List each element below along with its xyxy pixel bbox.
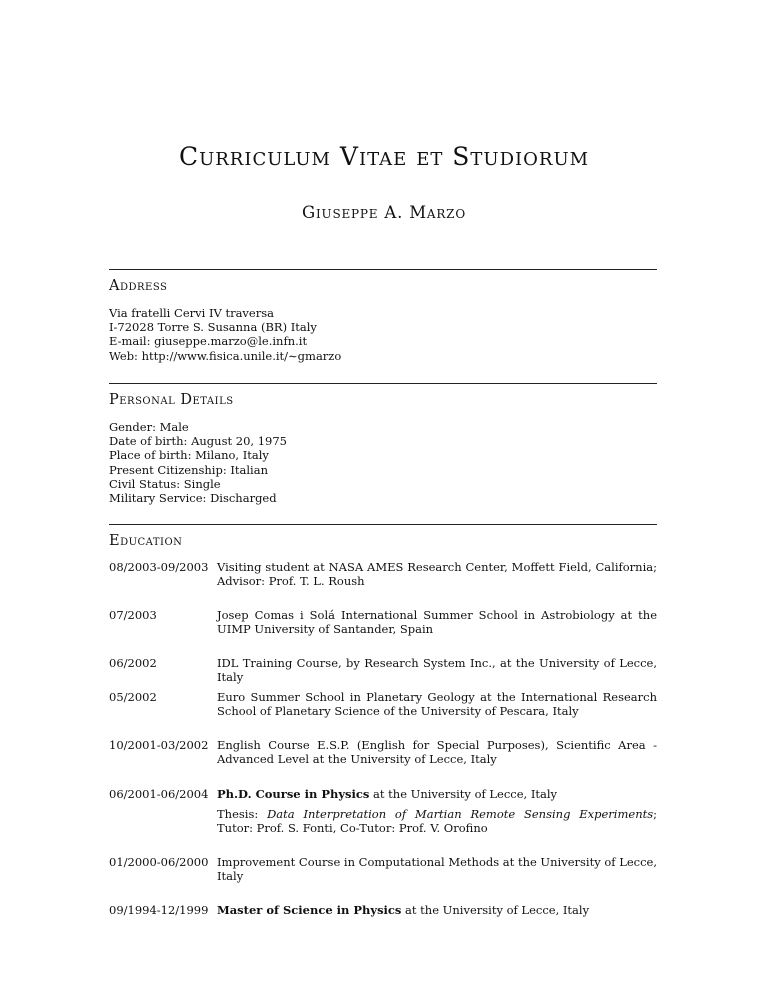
- personal-detail-line: Gender: Male: [109, 420, 189, 434]
- address-block: [109, 306, 657, 363]
- address-line: I-72028 Torre S. Susanna (BR) Italy: [109, 320, 317, 335]
- education-date: 06/2001-06/2004: [109, 787, 209, 801]
- document-title: Curriculum Vitae et Studiorum: [178, 142, 590, 171]
- education-description: Improvement Course in Computational Methods at the University of Lecce, Italy: [217, 855, 657, 884]
- section-heading-personal: Personal Details: [109, 392, 234, 408]
- education-description: Visiting student at NASA AMES Research Center, Moffett Field, California; Advisor: Prof. T. L. Roush: [217, 560, 657, 589]
- education-date: 05/2002: [109, 690, 157, 704]
- education-description: English Course E.S.P. (English for Special Purposes), Scientific Area - Advanced Level at the University of Lecce, Italy: [217, 738, 657, 767]
- author-name: Giuseppe A. Marzo: [302, 203, 466, 222]
- section-heading-education: Education: [109, 533, 183, 549]
- email-line[interactable]: E-mail: giuseppe.marzo@le.infn.it: [109, 334, 308, 349]
- section-divider: [109, 269, 657, 270]
- education-date: 09/1994-12/1999: [109, 903, 209, 917]
- education-date: 06/2002: [109, 656, 157, 670]
- education-description: Ph.D. Course in Physics at the University of Lecce, Italy: [217, 787, 558, 801]
- personal-detail-line: Military Service: Discharged: [109, 491, 277, 506]
- thesis-description: Thesis: Data Interpretation of Martian Remote Sensing Experiments; Tutor: Prof. S. Fonti, Co-Tutor: Prof. V. Orofino: [217, 807, 657, 836]
- education-description: Josep Comas i Solá International Summer School in Astrobiology at the UIMP University of Santander, Spain: [217, 608, 657, 637]
- degree-title: Ph.D. Course in Physics: [217, 787, 370, 801]
- personal-detail-line: Place of birth: Milano, Italy: [109, 448, 269, 463]
- education-date: 08/2003-09/2003: [109, 560, 209, 574]
- address-line: Via fratelli Cervi IV traversa: [109, 306, 274, 320]
- education-description: IDL Training Course, by Research System Inc., at the University of Lecce, Italy: [217, 656, 657, 685]
- section-divider: [109, 524, 657, 525]
- education-description: Euro Summer School in Planetary Geology at the International Research School of Planetary Science of the University of Pescara, Italy: [217, 690, 657, 719]
- education-description: Master of Science in Physics at the University of Lecce, Italy: [217, 903, 590, 917]
- section-divider: [109, 383, 657, 384]
- personal-details-block: [109, 420, 657, 505]
- education-date: 07/2003: [109, 608, 157, 622]
- web-line[interactable]: Web: http://www.fisica.unile.it/∼gmarzo: [109, 348, 342, 363]
- thesis-title: Data Interpretation of Martian Remote Sensing Experiments: [267, 807, 654, 822]
- personal-detail-line: Present Citizenship: Italian: [109, 462, 268, 477]
- section-heading-address: Address: [109, 278, 168, 294]
- personal-detail-line: Civil Status: Single: [109, 476, 221, 491]
- degree-title: Master of Science in Physics: [217, 903, 402, 917]
- education-date: 10/2001-03/2002: [109, 738, 209, 752]
- personal-detail-line: Date of birth: August 20, 1975: [109, 434, 287, 449]
- education-date: 01/2000-06/2000: [109, 855, 209, 869]
